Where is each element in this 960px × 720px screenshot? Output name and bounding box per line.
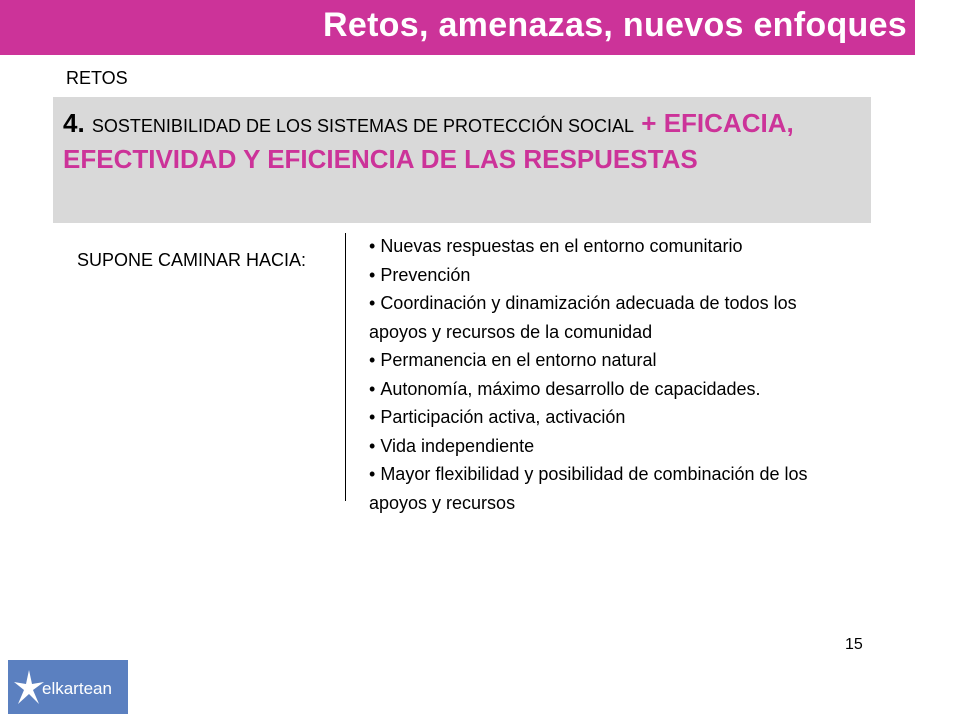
heading-main: EFICACIA, EFECTIVIDAD Y EFICIENCIA DE LAS RESPUESTAS (63, 108, 794, 174)
list-item: • Nuevas respuestas en el entorno comunitario (369, 232, 849, 261)
bullet-list (369, 232, 849, 517)
logo-text: elkartean (42, 679, 112, 698)
star-icon (12, 668, 46, 708)
section-label: RETOS (66, 68, 128, 88)
list-item: • Permanencia en el entorno natural (369, 346, 849, 375)
heading-plus: + (641, 108, 657, 138)
list-item: • Prevención (369, 261, 849, 290)
title-bar (0, 0, 915, 55)
elkartean-logo (8, 660, 128, 714)
heading-number: 4. (63, 108, 85, 138)
page-number: 15 (845, 636, 863, 653)
heading-text (63, 107, 853, 176)
list-item: • Autonomía, máximo desarrollo de capacidades. (369, 375, 849, 404)
list-item: • Vida independiente (369, 432, 849, 461)
heading-subtitle: SOSTENIBILIDAD DE LOS SISTEMAS DE PROTECCIÓN SOCIAL (91, 116, 635, 136)
list-item: • Participación activa, activación (369, 403, 849, 432)
supone-caminar-label: SUPONE CAMINAR HACIA: (76, 250, 306, 270)
list-item: • Mayor flexibilidad y posibilidad de combinación de los apoyos y recursos (369, 460, 849, 517)
page-title: Retos, amenazas, nuevos enfoques (323, 6, 907, 44)
vertical-divider (345, 233, 346, 501)
heading-box (53, 97, 871, 223)
list-item: • Coordinación y dinamización adecuada de todos los apoyos y recursos de la comunidad (369, 289, 849, 346)
